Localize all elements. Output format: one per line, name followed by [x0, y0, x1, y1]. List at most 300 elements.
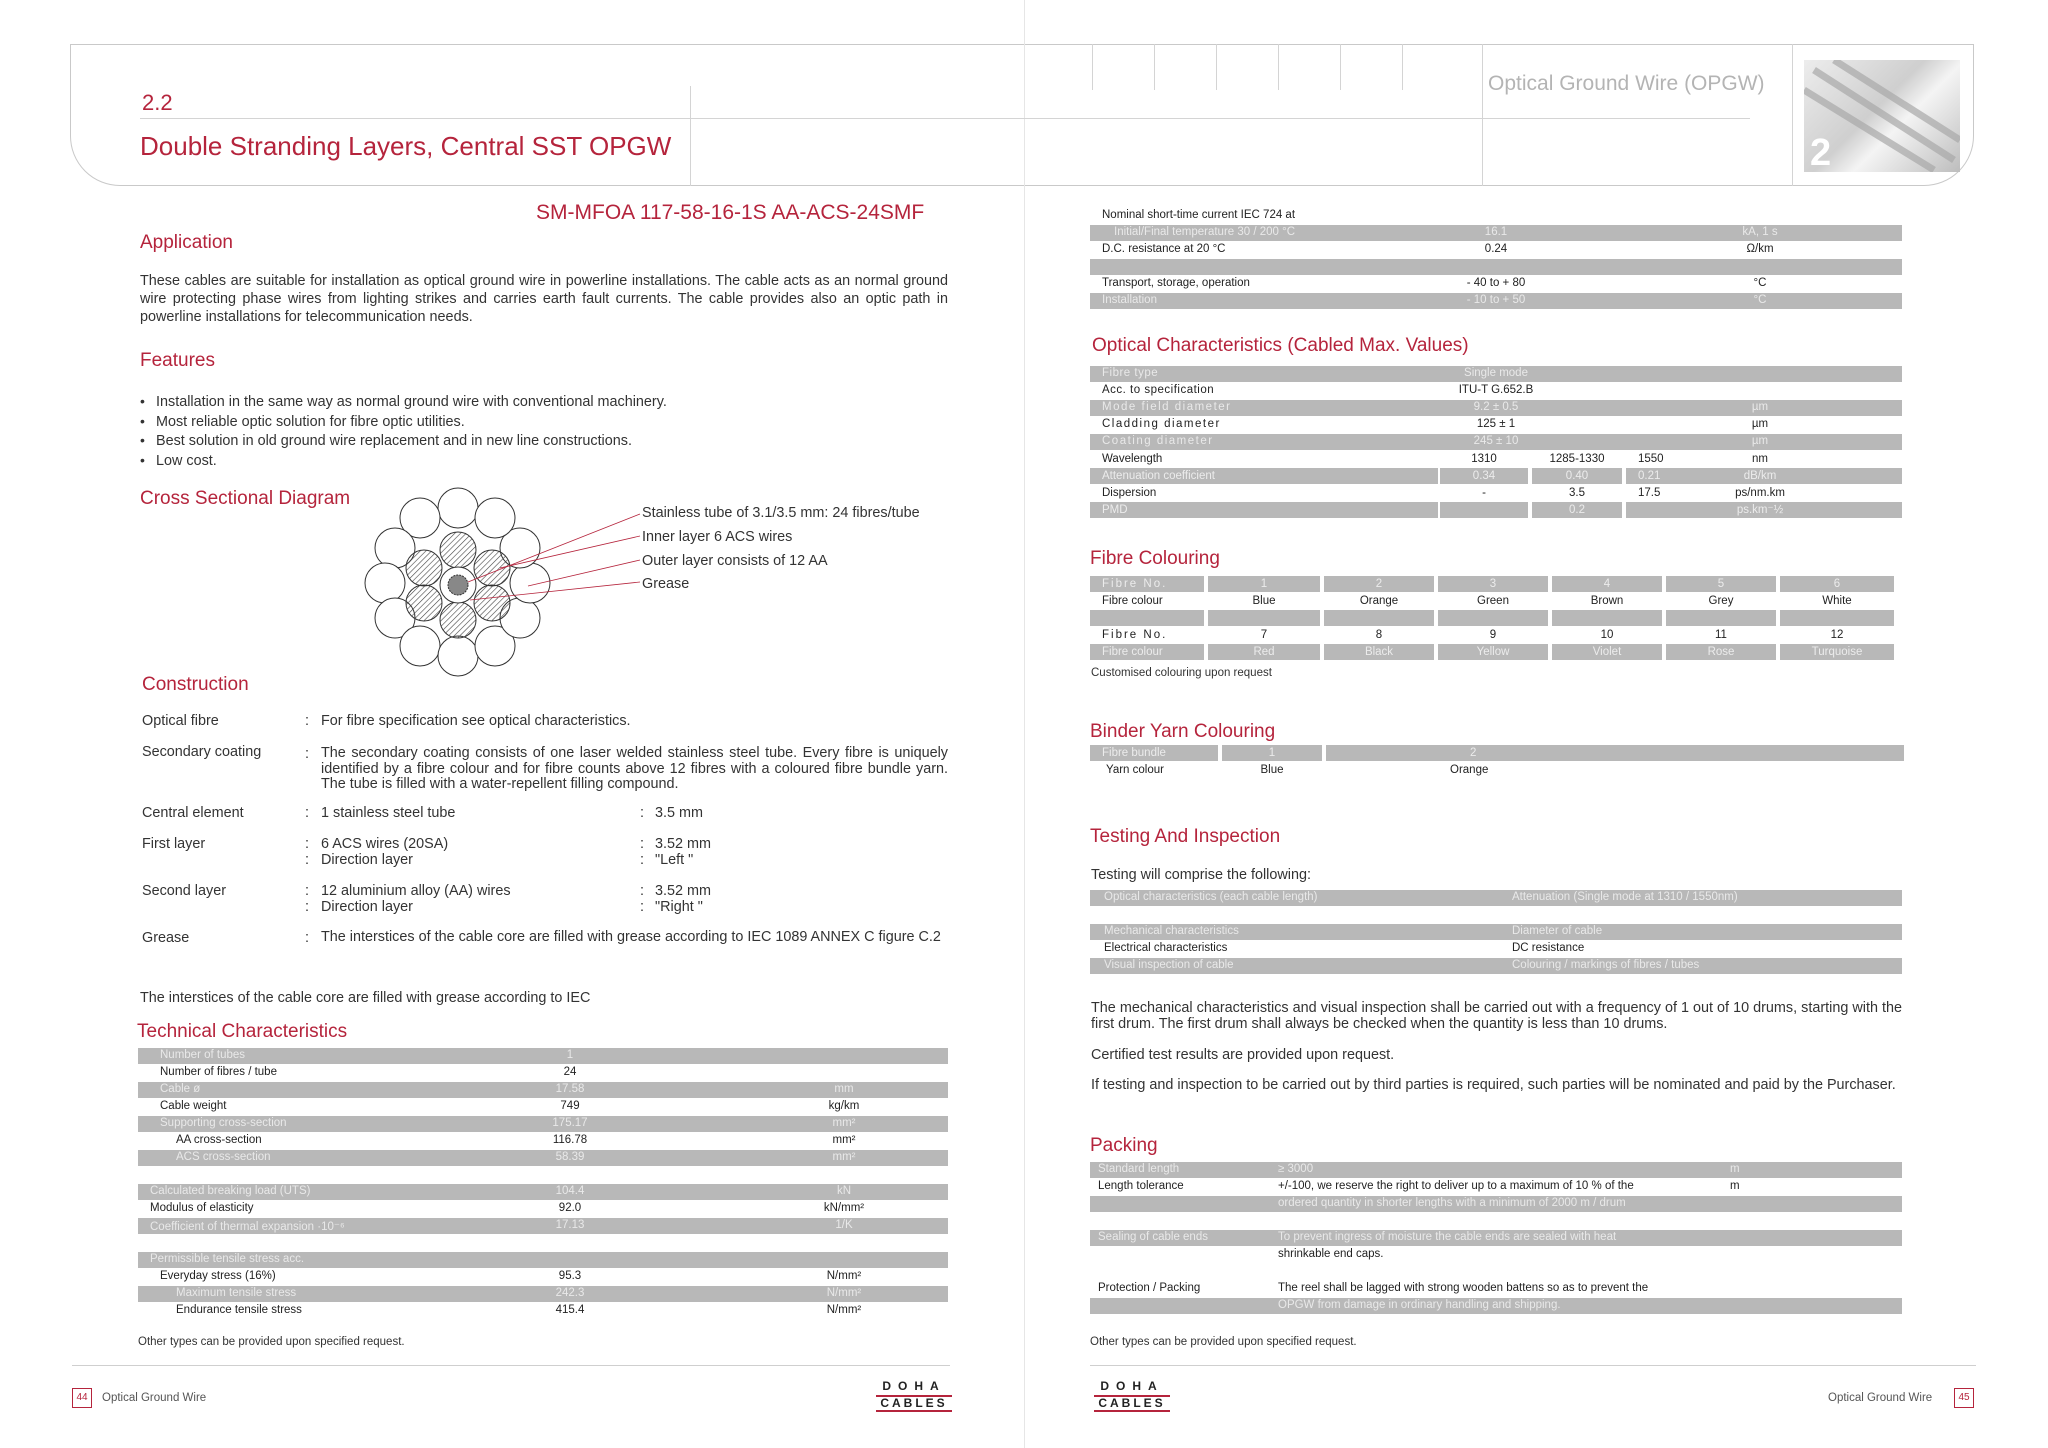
fibre-bundle: [448, 575, 468, 595]
electrical-label: Transport, storage, operation: [1102, 277, 1250, 289]
fibre-row-label: Fibre colour: [1102, 595, 1163, 607]
fibre-cell: [1324, 610, 1434, 626]
tech-row: [138, 1082, 948, 1098]
tech-label: ACS cross-section: [176, 1151, 271, 1163]
optical-value: 125 ± 1: [1476, 418, 1516, 430]
optical-row: [1090, 383, 1902, 399]
colon: :: [640, 836, 644, 852]
construction-text: For fibre specification see optical characteristics.: [321, 713, 631, 729]
tech-label: Everyday stress (16%): [160, 1270, 276, 1282]
diagram-label-tube: Stainless tube of 3.1/3.5 mm: 24 fibres/tube: [642, 505, 920, 521]
fibre-cell: Green: [1477, 595, 1509, 607]
inner-wire: [440, 532, 476, 568]
packing-table: [1090, 1162, 1902, 1318]
optical-unit: nm: [1752, 453, 1768, 465]
construction-text: 12 aluminium alloy (AA) wires: [321, 883, 511, 899]
header-tab-5: [1340, 44, 1341, 90]
optical-cell: 1550: [1638, 453, 1664, 465]
tech-label: Number of tubes: [160, 1049, 246, 1061]
fibre-row-label: [1090, 610, 1204, 626]
fibre-cell: [1780, 610, 1894, 626]
construction-label: Second layer: [142, 883, 226, 899]
optical-split-row: [1090, 451, 1902, 467]
construction-value: "Left ": [655, 852, 694, 868]
fibre-cell: Brown: [1590, 595, 1624, 607]
testing-left: Mechanical characteristics: [1104, 925, 1239, 937]
application-text: These cables are suitable for installation as optical ground wire in powerline installations. The cable acts as an normal ground wire protecting phase wires from lighting strikes and carries earth fault currents. The cable provides also an optic path in powerline installations for telecommunication needs.: [140, 273, 948, 325]
testing-row: [1090, 941, 1902, 957]
optical-unit: µm: [1751, 401, 1769, 413]
fibre-cell: 8: [1375, 629, 1383, 641]
optical-table: [1090, 366, 1902, 518]
construction-heading: Construction: [142, 674, 249, 695]
fibre-cell: 1: [1208, 576, 1320, 592]
colon: :: [305, 713, 309, 729]
optical-cell: Attenuation coefficient: [1090, 468, 1438, 484]
testing-row: [1090, 958, 1902, 974]
construction-label: Grease: [142, 930, 190, 946]
fibre-row: [1090, 627, 1902, 643]
optical-cell: [1440, 502, 1528, 518]
packing-row: [1090, 1179, 1902, 1195]
binder-yarn-table: [1090, 745, 1904, 779]
tech-label: Calculated breaking load (UTS): [150, 1185, 311, 1197]
fibre-cell: White: [1822, 595, 1852, 607]
packing-heading: Packing: [1090, 1135, 1158, 1156]
tech-label: Cable weight: [160, 1100, 227, 1112]
optical-cell: 1310: [1471, 453, 1497, 465]
tech-value: 92.0: [558, 1202, 582, 1214]
tech-value: 749: [560, 1100, 580, 1112]
tech-row: [138, 1201, 948, 1217]
binder-row: [1090, 745, 1904, 761]
electrical-row: [1090, 293, 1902, 309]
tech-unit: mm²: [832, 1134, 856, 1146]
fibre-row-label: Fibre No.: [1102, 629, 1168, 641]
fibre-cell: Grey: [1708, 595, 1734, 607]
packing-row: [1090, 1162, 1902, 1178]
inner-wire: [406, 550, 442, 586]
cross-section-diagram: [340, 478, 660, 678]
optical-cell: Dispersion: [1102, 487, 1157, 499]
fibre-cell: [1552, 610, 1662, 626]
optical-label: Cladding diameter: [1102, 418, 1221, 430]
construction-text: The interstices of the cable core are filled with grease according to IEC 1089 ANNEX C figure C.2: [321, 929, 941, 945]
section-number: 2.2: [142, 90, 173, 115]
colon: :: [305, 852, 309, 868]
electrical-label: Installation: [1102, 294, 1157, 306]
optical-cell: 1285-1330: [1549, 453, 1605, 465]
fibre-cell: 9: [1489, 629, 1497, 641]
outer-wire: [400, 626, 440, 666]
construction-text: Direction layer: [321, 899, 413, 915]
fibre-cell: Violet: [1552, 644, 1662, 660]
logo-line-1: DOHA: [882, 1379, 946, 1393]
fibre-cell: [1438, 610, 1548, 626]
diagram-label-inner: Inner layer 6 ACS wires: [642, 529, 793, 545]
electrical-label: Nominal short-time current IEC 724 at: [1102, 209, 1296, 221]
tech-row: [138, 1065, 948, 1081]
optical-heading: Optical Characteristics (Cabled Max. Values): [1092, 335, 1469, 356]
tech-unit: mm²: [832, 1151, 856, 1163]
tech-label: Supporting cross-section: [160, 1117, 287, 1129]
tech-heading: Technical Characteristics: [137, 1021, 348, 1042]
optical-row: [1090, 434, 1902, 450]
fibre-cell: Rose: [1666, 644, 1776, 660]
electrical-value: 0.24: [1484, 243, 1508, 255]
packing-left: Length tolerance: [1098, 1180, 1184, 1192]
binder-heading: Binder Yarn Colouring: [1090, 721, 1276, 742]
electrical-value: 16.1: [1484, 226, 1508, 238]
testing-table: [1090, 890, 1902, 974]
feature-item: • Installation in the same way as normal ground wire with conventional machinery.: [140, 392, 667, 412]
tech-unit: kg/km: [828, 1100, 860, 1112]
testing-left: Optical characteristics (each cable length): [1104, 891, 1318, 903]
feature-item: • Most reliable optic solution for fibre optic utilities.: [140, 412, 667, 432]
testing-right: Attenuation (Single mode at 1310 / 1550nm): [1512, 891, 1738, 903]
optical-cell: 0.34: [1440, 468, 1528, 484]
tech-label: Cable ø: [160, 1083, 201, 1095]
construction-text: 1 stainless steel tube: [321, 805, 456, 821]
other-types-note-right: Other types can be provided upon specified request.: [1090, 1336, 1357, 1348]
packing-unit: m: [1730, 1180, 1740, 1192]
construction-text: 6 ACS wires (20SA): [321, 836, 449, 852]
page-spine: [1024, 0, 1025, 1448]
electrical-value: - 40 to + 80: [1466, 277, 1526, 289]
features-heading: Features: [140, 350, 215, 371]
tech-row: [138, 1184, 948, 1200]
tech-row: [138, 1099, 948, 1115]
binder-row: [1090, 762, 1904, 778]
testing-left: Electrical characteristics: [1104, 942, 1228, 954]
tech-unit: N/mm²: [826, 1270, 862, 1282]
diagram-heading: Cross Sectional Diagram: [140, 488, 351, 509]
header-rule: [140, 118, 690, 119]
feature-item: • Low cost.: [140, 451, 667, 471]
outer-wire: [365, 563, 405, 603]
tech-label: Maximum tensile stress: [176, 1287, 297, 1299]
packing-row: [1090, 1196, 1902, 1212]
electrical-row: [1090, 225, 1902, 241]
inner-wire: [474, 550, 510, 586]
electrical-unit: kA, 1 s: [1742, 226, 1778, 238]
optical-row: [1090, 417, 1902, 433]
fibre-heading: Fibre Colouring: [1090, 548, 1220, 569]
construction-value: 3.52 mm: [655, 883, 711, 899]
optical-row: [1090, 366, 1902, 382]
electrical-unit: Ω/km: [1746, 243, 1774, 255]
doha-logo-left: [876, 1380, 952, 1412]
packing-mid: shrinkable end caps.: [1278, 1248, 1384, 1260]
optical-value: Single mode: [1464, 367, 1528, 379]
electrical-value: - 10 to + 50: [1466, 294, 1526, 306]
chapter-number: 2: [1810, 132, 1832, 172]
header-tab-6: [1402, 44, 1403, 90]
diagram-label-outer: Outer layer consists of 12 AA: [642, 553, 828, 569]
colon: :: [640, 883, 644, 899]
tech-value: 1: [566, 1049, 574, 1061]
fibre-row: [1090, 644, 1902, 660]
logo-line-1: DOHA: [1100, 1379, 1164, 1393]
colon: :: [305, 883, 309, 899]
packing-mid: +/-100, we reserve the right to deliver up to a maximum of 10 % of the: [1278, 1180, 1634, 1192]
footer-label-right: Optical Ground Wire: [1828, 1392, 1933, 1404]
optical-value: 9.2 ± 0.5: [1473, 401, 1519, 413]
fibre-cell: Yellow: [1438, 644, 1548, 660]
construction-label: First layer: [142, 836, 206, 852]
fibre-cell: Blue: [1252, 595, 1276, 607]
packing-mid: The reel shall be lagged with strong wooden battens so as to prevent the: [1278, 1282, 1649, 1294]
construction-label: Central element: [142, 805, 244, 821]
tech-unit: mm: [834, 1083, 854, 1095]
packing-row: [1090, 1298, 1902, 1314]
binder-cell: 1: [1222, 745, 1322, 761]
tech-unit: mm²: [832, 1117, 856, 1129]
tech-row: [138, 1303, 948, 1319]
outer-wire: [438, 488, 478, 528]
header-rule-3: [1482, 118, 1746, 119]
packing-mid: OPGW from damage in ordinary handling and shipping.: [1278, 1299, 1561, 1311]
tech-value: 17.58: [555, 1083, 585, 1095]
construction-value: 3.52 mm: [655, 836, 711, 852]
inner-wire: [406, 585, 442, 621]
optical-label: Acc. to specification: [1102, 384, 1215, 396]
fibre-cell: Red: [1208, 644, 1320, 660]
features-list: [140, 392, 667, 470]
construction-value: "Right ": [655, 899, 703, 915]
inner-wire: [440, 602, 476, 638]
header-tab-4: [1278, 44, 1279, 90]
electrical-label: D.C. resistance at 20 °C: [1102, 243, 1226, 255]
tech-unit: kN: [836, 1185, 852, 1197]
optical-value: 245 ± 10: [1473, 435, 1519, 447]
colon: :: [640, 852, 644, 868]
tech-value: 24: [563, 1066, 577, 1078]
tech-value: 17.13: [555, 1219, 585, 1231]
tech-row: [138, 1286, 948, 1302]
tech-value: 95.3: [558, 1270, 582, 1282]
fibre-row-label: Fibre colour: [1090, 644, 1204, 660]
fibre-cell: 7: [1260, 629, 1268, 641]
optical-unit: ps.km⁻½: [1736, 504, 1784, 516]
tech-unit: kN/mm²: [823, 1202, 865, 1214]
packing-row: [1090, 1230, 1902, 1246]
optical-unit: dB/km: [1743, 470, 1777, 482]
fibre-cell: 2: [1324, 576, 1434, 592]
fibre-cell: 5: [1666, 576, 1776, 592]
colon: :: [640, 805, 644, 821]
fibre-row: [1090, 576, 1902, 592]
packing-left: Standard length: [1098, 1163, 1180, 1175]
tech-row: [138, 1116, 948, 1132]
fibre-cell: [1208, 610, 1320, 626]
tech-unit: 1/K: [835, 1219, 853, 1231]
outer-wire: [510, 563, 550, 603]
tech-row: [138, 1218, 948, 1234]
tech-row: [138, 1269, 948, 1285]
optical-label: Fibre type: [1102, 367, 1159, 379]
tech-value: 116.78: [552, 1134, 588, 1146]
tech-value: 175.17: [552, 1117, 588, 1129]
technical-table: [138, 1048, 948, 1320]
tech-row: [138, 1150, 948, 1166]
optical-cell: PMD: [1090, 502, 1438, 518]
construction-text: The secondary coating consists of one laser welded stainless steel tube. Every fibre is uniquely identified by a fibre colour and for fibre counts above 12 fibres with a coloured fibre bundle yarn. The tube is filled with a water-repellent filling compound.: [321, 745, 948, 792]
cable-photo: [1804, 60, 1960, 172]
testing-paragraph-1: The mechanical characteristics and visual inspection shall be carried out with a frequency of 1 out of 10 drums, starting with the first drum. The first drum shall always be checked when the quantity is less than 10 drums.: [1091, 1000, 1902, 1032]
colon: :: [305, 836, 309, 852]
doha-logo-right: [1094, 1380, 1170, 1412]
tech-unit: N/mm²: [826, 1287, 862, 1299]
binder-cell: 2: [1326, 745, 1904, 761]
optical-cell: 3.5: [1569, 487, 1585, 499]
packing-left: Sealing of cable ends: [1098, 1231, 1208, 1243]
tech-value: 242.3: [555, 1287, 585, 1299]
custom-colour-note: Customised colouring upon request: [1091, 667, 1272, 679]
tech-label: AA cross-section: [176, 1134, 262, 1146]
colon: :: [305, 746, 309, 762]
header-tab-1: [1092, 44, 1093, 90]
optical-cell: 17.5: [1638, 487, 1661, 499]
colon: :: [640, 899, 644, 915]
tech-value: 58.39: [555, 1151, 585, 1163]
electrical-unit: °C: [1753, 294, 1767, 306]
binder-row-label: Yarn colour: [1106, 764, 1164, 776]
other-types-note-left: Other types can be provided upon specified request.: [138, 1336, 405, 1348]
header-tab-2: [1154, 44, 1155, 90]
electrical-unit: °C: [1753, 277, 1767, 289]
construction-value: 3.5 mm: [655, 805, 703, 821]
outer-wire: [438, 636, 478, 676]
diagram-label-grease: Grease: [642, 576, 690, 592]
section-title: Double Stranding Layers, Central SST OPGW: [140, 131, 672, 161]
fibre-cell: 3: [1438, 576, 1548, 592]
electrical-row: [1090, 242, 1902, 258]
tech-label: Number of fibres / tube: [160, 1066, 277, 1078]
header-tab-7: [1482, 44, 1483, 186]
binder-cell: Orange: [1450, 764, 1489, 776]
optical-cell: 0.2: [1532, 502, 1622, 518]
construction-text: Direction layer: [321, 852, 413, 868]
feature-item: • Best solution in old ground wire replacement and in new line constructions.: [140, 431, 667, 451]
tech-row: [138, 1252, 948, 1268]
electrical-label: Initial/Final temperature 30 / 200 °C: [1114, 226, 1296, 238]
testing-right: Colouring / markings of fibres / tubes: [1512, 959, 1700, 971]
footer-rule-left: [72, 1365, 950, 1366]
colon: :: [305, 899, 309, 915]
fibre-cell: [1666, 610, 1776, 626]
running-title: Optical Ground Wire (OPGW): [1488, 72, 1765, 95]
fibre-cell: 11: [1715, 629, 1727, 641]
optical-cell: 0.21: [1626, 468, 1902, 484]
tech-label: Modulus of elasticity: [150, 1202, 254, 1214]
electrical-row: [1090, 276, 1902, 292]
fibre-cell: Orange: [1359, 595, 1399, 607]
fibre-cell: 4: [1552, 576, 1662, 592]
application-heading: Application: [140, 232, 233, 253]
testing-row: [1090, 924, 1902, 940]
header-tab-8: [1792, 44, 1793, 186]
fibre-row: [1090, 610, 1902, 626]
testing-right: DC resistance: [1512, 942, 1585, 954]
product-code: SM-MFOA 117-58-16-1S AA-ACS-24SMF: [536, 201, 925, 224]
logo-line-2: CABLES: [1094, 1395, 1170, 1412]
fibre-colour-table: [1090, 576, 1902, 660]
tech-value: 415.4: [555, 1304, 585, 1316]
packing-unit: m: [1730, 1163, 1740, 1175]
optical-cell: 0.40: [1532, 468, 1622, 484]
outer-wire: [475, 498, 515, 538]
packing-row: [1090, 1281, 1902, 1297]
fibre-row-label: Fibre No.: [1090, 576, 1204, 592]
optical-cell: -: [1482, 487, 1486, 499]
testing-right: Diameter of cable: [1512, 925, 1603, 937]
tech-unit: N/mm²: [826, 1304, 862, 1316]
footer-rule-right: [1090, 1365, 1976, 1366]
optical-unit: µm: [1751, 418, 1769, 430]
electrical-table: [1090, 208, 1902, 312]
header-divider: [690, 86, 691, 186]
optical-split-row: [1090, 468, 1902, 484]
optical-value: ITU-T G.652.B: [1458, 384, 1534, 396]
tech-value: 104.4: [555, 1185, 585, 1197]
footer-label-left: Optical Ground Wire: [102, 1392, 207, 1404]
optical-split-row: [1090, 502, 1902, 518]
tech-label: Permissible tensile stress acc.: [150, 1253, 305, 1265]
testing-intro: Testing will comprise the following:: [1091, 867, 1311, 883]
fibre-cell: 6: [1780, 576, 1894, 592]
packing-row: [1090, 1247, 1902, 1263]
construction-label: Optical fibre: [142, 713, 219, 729]
colon: :: [305, 805, 309, 821]
electrical-row: [1090, 259, 1902, 275]
header-tab-3: [1216, 44, 1217, 90]
fibre-cell: 10: [1600, 629, 1614, 641]
electrical-row: [1090, 208, 1902, 224]
optical-row: [1090, 400, 1902, 416]
fibre-cell: Black: [1324, 644, 1434, 660]
binder-cell: Blue: [1260, 764, 1284, 776]
tech-row: [138, 1133, 948, 1149]
optical-unit: ps/nm.km: [1735, 487, 1785, 499]
optical-label: Mode field diameter: [1102, 401, 1232, 413]
optical-cell: Wavelength: [1102, 453, 1163, 465]
testing-heading: Testing And Inspection: [1090, 826, 1281, 847]
logo-line-2: CABLES: [876, 1395, 952, 1412]
inner-wire: [474, 585, 510, 621]
page-number-right: 45: [1954, 1388, 1974, 1408]
packing-mid: ordered quantity in shorter lengths with a minimum of 2000 m / drum: [1278, 1197, 1626, 1209]
page-number-left: 44: [72, 1388, 92, 1408]
binder-row-label: Fibre bundle: [1090, 745, 1218, 761]
tech-label: Coefficient of thermal expansion ·10⁻⁶: [150, 1221, 345, 1233]
optical-split-row: [1090, 485, 1902, 501]
header-frame: [70, 44, 1974, 186]
fibre-cell: 12: [1830, 629, 1844, 641]
colon: :: [305, 930, 309, 946]
fibre-cell: Turquoise: [1780, 644, 1894, 660]
packing-left: Protection / Packing: [1098, 1282, 1201, 1294]
tech-label: Endurance tensile stress: [176, 1304, 302, 1316]
testing-paragraph-3: If testing and inspection to be carried out by third parties is required, such parties will be nominated and paid by the Purchaser.: [1091, 1077, 1896, 1093]
interstices-note: The interstices of the cable core are filled with grease according to IEC: [140, 990, 591, 1006]
testing-left: Visual inspection of cable: [1104, 959, 1234, 971]
packing-mid: ≥ 3000: [1278, 1163, 1314, 1175]
construction-label: Secondary coating: [142, 744, 262, 760]
testing-paragraph-2: Certified test results are provided upon request.: [1091, 1047, 1395, 1063]
optical-label: Coating diameter: [1102, 435, 1214, 447]
testing-row: [1090, 890, 1902, 906]
